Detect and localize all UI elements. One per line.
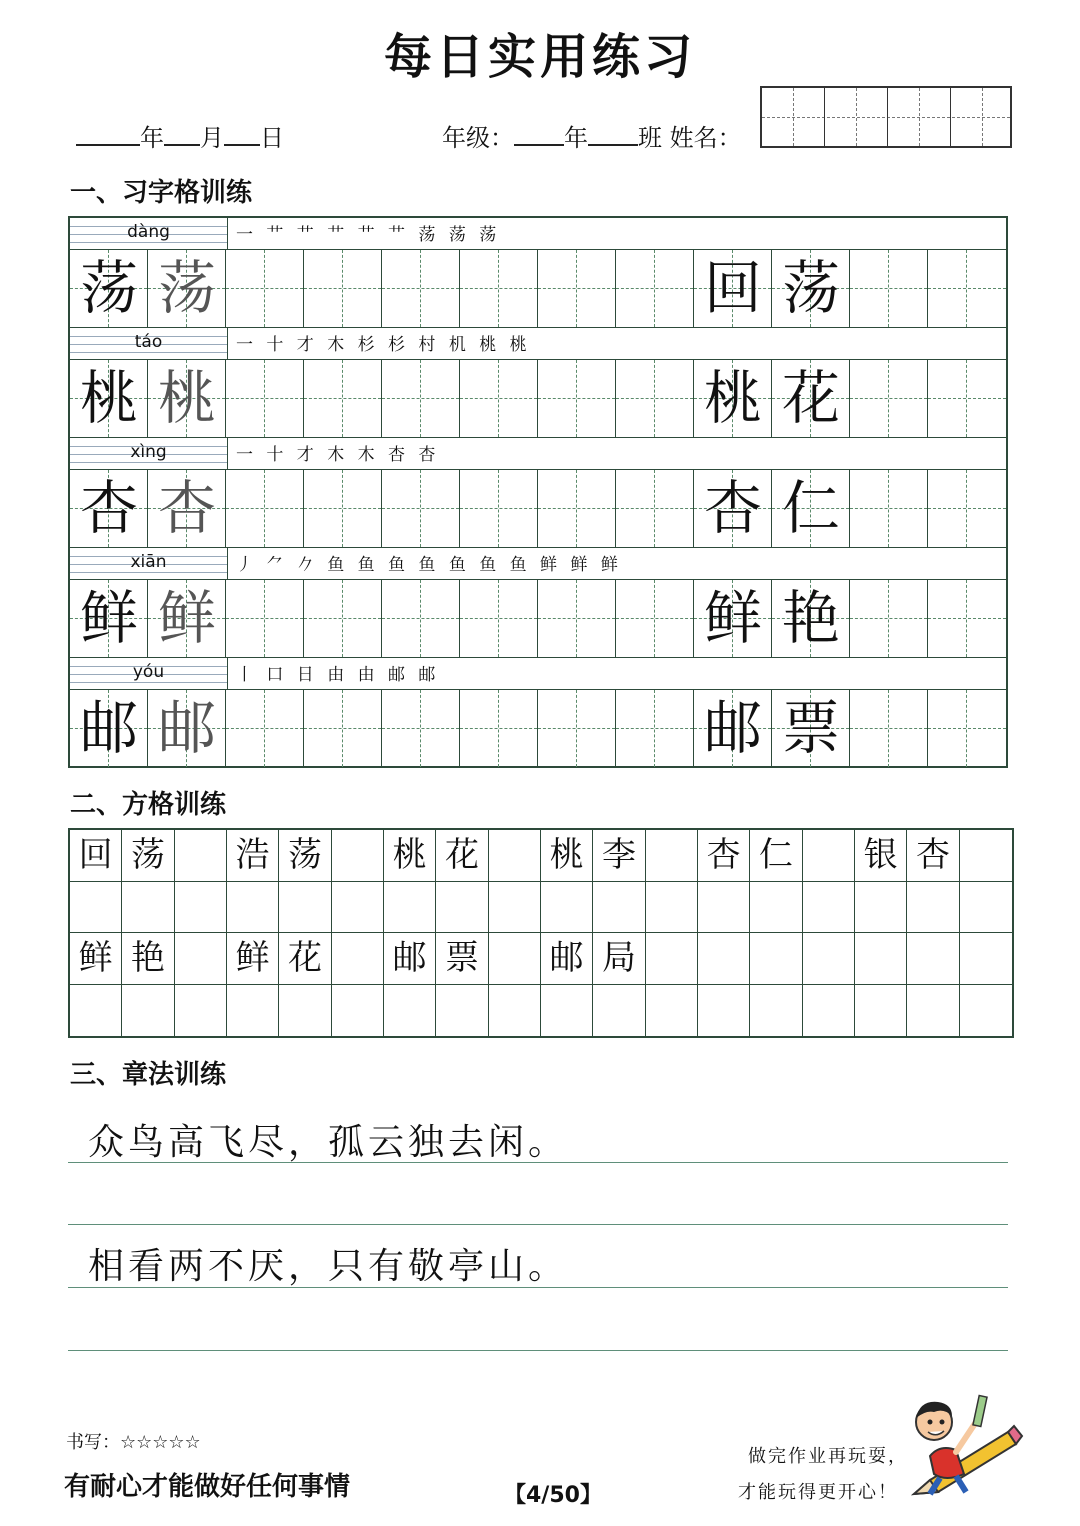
- character-row: [70, 360, 1006, 438]
- square-grid-cell[interactable]: [646, 830, 698, 882]
- tianzige-cell[interactable]: [538, 580, 616, 657]
- tianzige-cell[interactable]: [304, 470, 382, 547]
- pinyin-label: dàng: [127, 222, 170, 242]
- square-grid-cell[interactable]: [803, 830, 855, 882]
- square-grid-cell[interactable]: [489, 933, 541, 985]
- tianzige-cell[interactable]: [850, 360, 928, 437]
- square-grid-cell[interactable]: 仁: [750, 830, 802, 882]
- tianzige-cell[interactable]: [70, 470, 148, 547]
- writing-line[interactable]: [68, 1350, 1008, 1351]
- pinyin-divider: [227, 328, 228, 359]
- model-character: 荡: [157, 254, 216, 322]
- section-1-title: 一、习字格训练: [70, 178, 253, 208]
- square-grid-cell[interactable]: [750, 933, 802, 985]
- tianzige-cell[interactable]: [226, 690, 304, 767]
- motto: 有耐心才能做好任何事情: [64, 1472, 351, 1502]
- grade-label: 年级：: [442, 124, 514, 152]
- square-grid-cell[interactable]: [855, 985, 907, 1037]
- name-grid[interactable]: [760, 86, 1012, 148]
- tianzige-cell[interactable]: [616, 690, 694, 767]
- tianzige-cell[interactable]: [460, 470, 538, 547]
- cell-guide-horizontal: [304, 288, 381, 289]
- tianzige-cell[interactable]: [70, 250, 148, 327]
- cell-guide-horizontal: [538, 398, 615, 399]
- cell-guide-horizontal: [382, 288, 459, 289]
- tianzige-cell[interactable]: [304, 580, 382, 657]
- tianzige-cell[interactable]: [850, 580, 928, 657]
- tianzige-cell[interactable]: [928, 580, 1006, 657]
- square-grid-cell[interactable]: [227, 985, 279, 1037]
- pinyin-guide-line: [70, 462, 227, 463]
- pinyin-divider: [227, 438, 228, 469]
- cell-guide-horizontal: [928, 288, 1006, 289]
- slogan-line-1: 做完作业再玩耍，: [748, 1446, 908, 1467]
- tianzige-cell[interactable]: [304, 690, 382, 767]
- cell-guide-horizontal: [850, 508, 927, 509]
- name-cell-half: [951, 88, 983, 146]
- section-3-title: 三、章法训练: [70, 1060, 227, 1090]
- square-grid-cell[interactable]: [175, 985, 227, 1037]
- cell-guide-horizontal: [382, 618, 459, 619]
- tianzige-cell[interactable]: [538, 250, 616, 327]
- poem-line-1: 众鸟高飞尽，孤云独去闲。: [88, 1122, 569, 1163]
- cell-guide-horizontal: [928, 398, 1006, 399]
- name-cell-half: [762, 88, 794, 146]
- tianzige-cell[interactable]: [460, 360, 538, 437]
- tianzige-cell[interactable]: [928, 250, 1006, 327]
- square-grid-cell[interactable]: [541, 985, 593, 1037]
- square-grid: [68, 828, 1014, 1038]
- square-grid-cell[interactable]: [175, 830, 227, 882]
- square-grid-cell[interactable]: 邮: [541, 933, 593, 985]
- tianzige-cell[interactable]: [772, 360, 850, 437]
- cell-guide-horizontal: [382, 508, 459, 509]
- square-grid-cell[interactable]: [332, 830, 384, 882]
- grade-line: [442, 118, 742, 153]
- date-line: [76, 118, 284, 153]
- practice-grid: [68, 216, 1008, 768]
- stroke-order: 一 十 才 木 木 杏 杏: [236, 445, 440, 465]
- square-grid-cell[interactable]: [279, 985, 331, 1037]
- name-cell: [794, 88, 826, 146]
- square-grid-cell[interactable]: [855, 882, 907, 934]
- cell-guide-horizontal: [538, 508, 615, 509]
- writing-line[interactable]: [68, 1162, 1008, 1163]
- tianzige-cell[interactable]: [460, 250, 538, 327]
- tianzige-cell[interactable]: [538, 470, 616, 547]
- square-grid-cell[interactable]: [803, 985, 855, 1037]
- square-grid-cell[interactable]: [907, 933, 959, 985]
- model-character: 桃: [157, 364, 216, 432]
- word-character: 票: [781, 694, 840, 762]
- tianzige-cell[interactable]: [694, 580, 772, 657]
- square-grid-cell[interactable]: [489, 830, 541, 882]
- word-character: 回: [703, 254, 762, 322]
- tianzige-cell[interactable]: [382, 690, 460, 767]
- square-grid-cell[interactable]: [279, 882, 331, 934]
- cell-guide-horizontal: [616, 728, 693, 729]
- class-label: 班: [638, 124, 662, 152]
- square-grid-cell[interactable]: [175, 882, 227, 934]
- cell-guide-horizontal: [460, 398, 537, 399]
- square-grid-cell[interactable]: [646, 882, 698, 934]
- pinyin-guide-line: [70, 682, 227, 683]
- cartoon-boy-pencil-icon: [900, 1394, 1024, 1504]
- square-grid-cell[interactable]: [960, 882, 1012, 934]
- cell-guide-horizontal: [460, 618, 537, 619]
- square-grid-cell[interactable]: 鲜: [70, 933, 122, 985]
- cell-guide-horizontal: [226, 508, 303, 509]
- cell-guide-horizontal: [850, 398, 927, 399]
- square-grid-cell[interactable]: [332, 882, 384, 934]
- cell-guide-horizontal: [382, 728, 459, 729]
- tianzige-cell[interactable]: [226, 470, 304, 547]
- tianzige-cell[interactable]: [382, 470, 460, 547]
- square-grid-cell[interactable]: [750, 882, 802, 934]
- model-character: 桃: [79, 364, 138, 432]
- square-grid-cell[interactable]: [803, 933, 855, 985]
- tianzige-cell[interactable]: [772, 470, 850, 547]
- page-number: 【4/50】: [504, 1483, 602, 1508]
- tianzige-cell[interactable]: [226, 360, 304, 437]
- square-grid-cell[interactable]: [855, 933, 907, 985]
- cell-guide-horizontal: [226, 398, 303, 399]
- day-label: 日: [260, 124, 284, 152]
- tianzige-cell[interactable]: [694, 690, 772, 767]
- tianzige-cell[interactable]: [148, 250, 226, 327]
- cell-guide-horizontal: [538, 728, 615, 729]
- word-character: 邮: [703, 694, 762, 762]
- tianzige-cell[interactable]: [148, 690, 226, 767]
- square-grid-cell[interactable]: [698, 933, 750, 985]
- tianzige-cell[interactable]: [304, 250, 382, 327]
- square-grid-cell[interactable]: [803, 882, 855, 934]
- cell-guide-horizontal: [928, 508, 1006, 509]
- cell-guide-horizontal: [928, 728, 1006, 729]
- tianzige-cell[interactable]: [694, 250, 772, 327]
- model-character: 荡: [79, 254, 138, 322]
- tianzige-cell[interactable]: [148, 470, 226, 547]
- square-grid-cell[interactable]: [436, 985, 488, 1037]
- word-character: 花: [781, 364, 840, 432]
- character-row: [70, 690, 1006, 768]
- pinyin-divider: [227, 658, 228, 689]
- tianzige-cell[interactable]: [772, 250, 850, 327]
- square-grid-cell[interactable]: 杏: [698, 830, 750, 882]
- pinyin-row: [70, 218, 1006, 250]
- day-blank[interactable]: [224, 122, 260, 146]
- stroke-order: 一 艹 艹 艹 艹 艹 荡 荡 荡: [236, 225, 501, 245]
- square-grid-cell[interactable]: 花: [279, 933, 331, 985]
- tianzige-cell[interactable]: [70, 690, 148, 767]
- cell-guide-horizontal: [382, 398, 459, 399]
- cell-guide-horizontal: [226, 618, 303, 619]
- name-cell: [920, 88, 952, 146]
- cell-guide-horizontal: [850, 288, 927, 289]
- tianzige-cell[interactable]: [70, 580, 148, 657]
- model-character: 杏: [79, 474, 138, 542]
- square-grid-cell[interactable]: [436, 882, 488, 934]
- tianzige-cell[interactable]: [928, 470, 1006, 547]
- square-grid-cell[interactable]: 花: [436, 830, 488, 882]
- cell-guide-horizontal: [850, 728, 927, 729]
- square-grid-cell[interactable]: [332, 985, 384, 1037]
- word-character: 桃: [703, 364, 762, 432]
- tianzige-cell[interactable]: [460, 690, 538, 767]
- square-grid-cell[interactable]: 杏: [907, 830, 959, 882]
- square-grid-cell[interactable]: [960, 985, 1012, 1037]
- square-grid-cell[interactable]: 票: [436, 933, 488, 985]
- tianzige-cell[interactable]: [538, 360, 616, 437]
- tianzige-cell[interactable]: [382, 250, 460, 327]
- tianzige-cell[interactable]: [850, 470, 928, 547]
- tianzige-cell[interactable]: [226, 250, 304, 327]
- tianzige-cell[interactable]: [538, 690, 616, 767]
- pinyin-label: yóu: [132, 662, 165, 682]
- class-blank[interactable]: [588, 122, 638, 146]
- square-grid-cell[interactable]: [489, 882, 541, 934]
- square-grid-cell[interactable]: 银: [855, 830, 907, 882]
- square-grid-cell[interactable]: [698, 882, 750, 934]
- cell-guide-horizontal: [538, 618, 615, 619]
- square-grid-cell[interactable]: 李: [593, 830, 645, 882]
- tianzige-cell[interactable]: [148, 580, 226, 657]
- slogan-line-2: 才能玩得更开心！: [738, 1482, 898, 1503]
- pinyin-row: [70, 438, 1006, 470]
- tianzige-cell[interactable]: [850, 690, 928, 767]
- name-cell-half: [825, 88, 857, 146]
- cell-guide-horizontal: [460, 508, 537, 509]
- month-blank[interactable]: [164, 122, 200, 146]
- tianzige-cell[interactable]: [70, 360, 148, 437]
- square-grid-cell[interactable]: [384, 882, 436, 934]
- tianzige-cell[interactable]: [616, 360, 694, 437]
- square-grid-cell[interactable]: [70, 882, 122, 934]
- stroke-order: 一 十 才 木 杉 杉 村 机 桃 桃: [236, 335, 531, 355]
- square-grid-cell[interactable]: 荡: [122, 830, 174, 882]
- square-grid-cell[interactable]: [646, 985, 698, 1037]
- pinyin-row: [70, 548, 1006, 580]
- pinyin-row: [70, 328, 1006, 360]
- square-grid-cell[interactable]: [489, 985, 541, 1037]
- square-grid-cell[interactable]: [960, 933, 1012, 985]
- square-grid-cell[interactable]: [175, 933, 227, 985]
- year-label: 年: [140, 124, 164, 152]
- square-grid-cell[interactable]: 桃: [384, 830, 436, 882]
- model-character: 邮: [79, 694, 138, 762]
- cell-guide-horizontal: [538, 288, 615, 289]
- cell-guide-horizontal: [460, 728, 537, 729]
- pinyin-divider: [227, 548, 228, 579]
- cell-guide-horizontal: [304, 398, 381, 399]
- model-character: 鲜: [79, 584, 138, 652]
- model-character: 鲜: [157, 584, 216, 652]
- pinyin-label: xìng: [130, 442, 167, 462]
- square-grid-cell[interactable]: [960, 830, 1012, 882]
- tianzige-cell[interactable]: [928, 690, 1006, 767]
- square-grid-cell[interactable]: 局: [593, 933, 645, 985]
- cell-guide-horizontal: [616, 398, 693, 399]
- cell-guide-horizontal: [226, 728, 303, 729]
- tianzige-cell[interactable]: [694, 470, 772, 547]
- name-cell: [857, 88, 889, 146]
- tianzige-cell[interactable]: [772, 690, 850, 767]
- pinyin-row: [70, 658, 1006, 690]
- square-grid-cell[interactable]: 艳: [122, 933, 174, 985]
- square-grid-cell[interactable]: [907, 882, 959, 934]
- cell-guide-horizontal: [616, 288, 693, 289]
- square-grid-cell[interactable]: [907, 985, 959, 1037]
- pinyin-guide-line: [70, 352, 227, 353]
- model-character: 杏: [157, 474, 216, 542]
- square-grid-cell[interactable]: 荡: [279, 830, 331, 882]
- tianzige-cell[interactable]: [226, 580, 304, 657]
- character-row: [70, 470, 1006, 548]
- word-character: 荡: [781, 254, 840, 322]
- square-grid-cell[interactable]: [122, 882, 174, 934]
- cell-guide-horizontal: [850, 618, 927, 619]
- tianzige-cell[interactable]: [460, 580, 538, 657]
- word-character: 仁: [781, 474, 840, 542]
- cell-guide-horizontal: [928, 618, 1006, 619]
- tianzige-cell[interactable]: [616, 470, 694, 547]
- cell-guide-horizontal: [616, 618, 693, 619]
- character-row: [70, 580, 1006, 658]
- pinyin-guide-line: [70, 242, 227, 243]
- square-grid-cell[interactable]: 邮: [384, 933, 436, 985]
- square-grid-cell[interactable]: 回: [70, 830, 122, 882]
- tianzige-cell[interactable]: [616, 250, 694, 327]
- stroke-order: 丿 ⺈ 𠂊 鱼 鱼 鱼 鱼 鱼 鱼 鱼 鲜 鲜 鲜: [236, 555, 622, 575]
- word-character: 鲜: [703, 584, 762, 652]
- pinyin-guide-line: [70, 572, 227, 573]
- square-grid-cell[interactable]: [646, 933, 698, 985]
- cell-guide-horizontal: [304, 728, 381, 729]
- tianzige-cell[interactable]: [928, 360, 1006, 437]
- square-grid-cell[interactable]: [541, 882, 593, 934]
- word-character: 艳: [781, 584, 840, 652]
- tianzige-cell[interactable]: [148, 360, 226, 437]
- square-grid-cell[interactable]: [384, 985, 436, 1037]
- square-grid-cell[interactable]: [122, 985, 174, 1037]
- square-grid-cell[interactable]: 浩: [227, 830, 279, 882]
- tianzige-cell[interactable]: [772, 580, 850, 657]
- square-grid-cell[interactable]: [698, 985, 750, 1037]
- pinyin-label: xiān: [130, 552, 167, 572]
- writing-line[interactable]: [68, 1224, 1008, 1225]
- tianzige-cell[interactable]: [304, 360, 382, 437]
- cell-guide-horizontal: [616, 508, 693, 509]
- name-cell-half: [888, 88, 920, 146]
- square-grid-cell[interactable]: [750, 985, 802, 1037]
- pinyin-label: táo: [134, 332, 163, 352]
- square-grid-cell[interactable]: [70, 985, 122, 1037]
- year-blank[interactable]: [76, 122, 140, 146]
- section-2-title: 二、方格训练: [70, 790, 227, 820]
- tianzige-cell[interactable]: [850, 250, 928, 327]
- tianzige-cell[interactable]: [616, 580, 694, 657]
- tianzige-cell[interactable]: [382, 580, 460, 657]
- model-character: 邮: [157, 694, 216, 762]
- writing-rating: 书写：☆☆☆☆☆: [66, 1432, 201, 1453]
- square-grid-cell[interactable]: [593, 882, 645, 934]
- square-grid-cell[interactable]: 桃: [541, 830, 593, 882]
- grade-year-label: 年: [564, 124, 588, 152]
- poem-line-2: 相看两不厌，只有敬亭山。: [88, 1246, 569, 1287]
- square-grid-cell[interactable]: [332, 933, 384, 985]
- square-grid-cell[interactable]: [593, 985, 645, 1037]
- tianzige-cell[interactable]: [382, 360, 460, 437]
- tianzige-cell[interactable]: [694, 360, 772, 437]
- stroke-order: 丨 口 日 由 由 邮 邮: [236, 665, 440, 685]
- word-character: 杏: [703, 474, 762, 542]
- pinyin-divider: [227, 218, 228, 249]
- cell-guide-horizontal: [226, 288, 303, 289]
- grade-blank[interactable]: [514, 122, 564, 146]
- page-title: 每日实用练习: [383, 29, 696, 85]
- square-grid-cell[interactable]: 鲜: [227, 933, 279, 985]
- cell-guide-horizontal: [304, 618, 381, 619]
- square-grid-cell[interactable]: [227, 882, 279, 934]
- writing-line[interactable]: [68, 1287, 1008, 1288]
- cell-guide-horizontal: [460, 288, 537, 289]
- character-row: [70, 250, 1006, 328]
- name-label: 姓名：: [669, 124, 742, 152]
- cell-guide-horizontal: [304, 508, 381, 509]
- month-label: 月: [200, 124, 224, 152]
